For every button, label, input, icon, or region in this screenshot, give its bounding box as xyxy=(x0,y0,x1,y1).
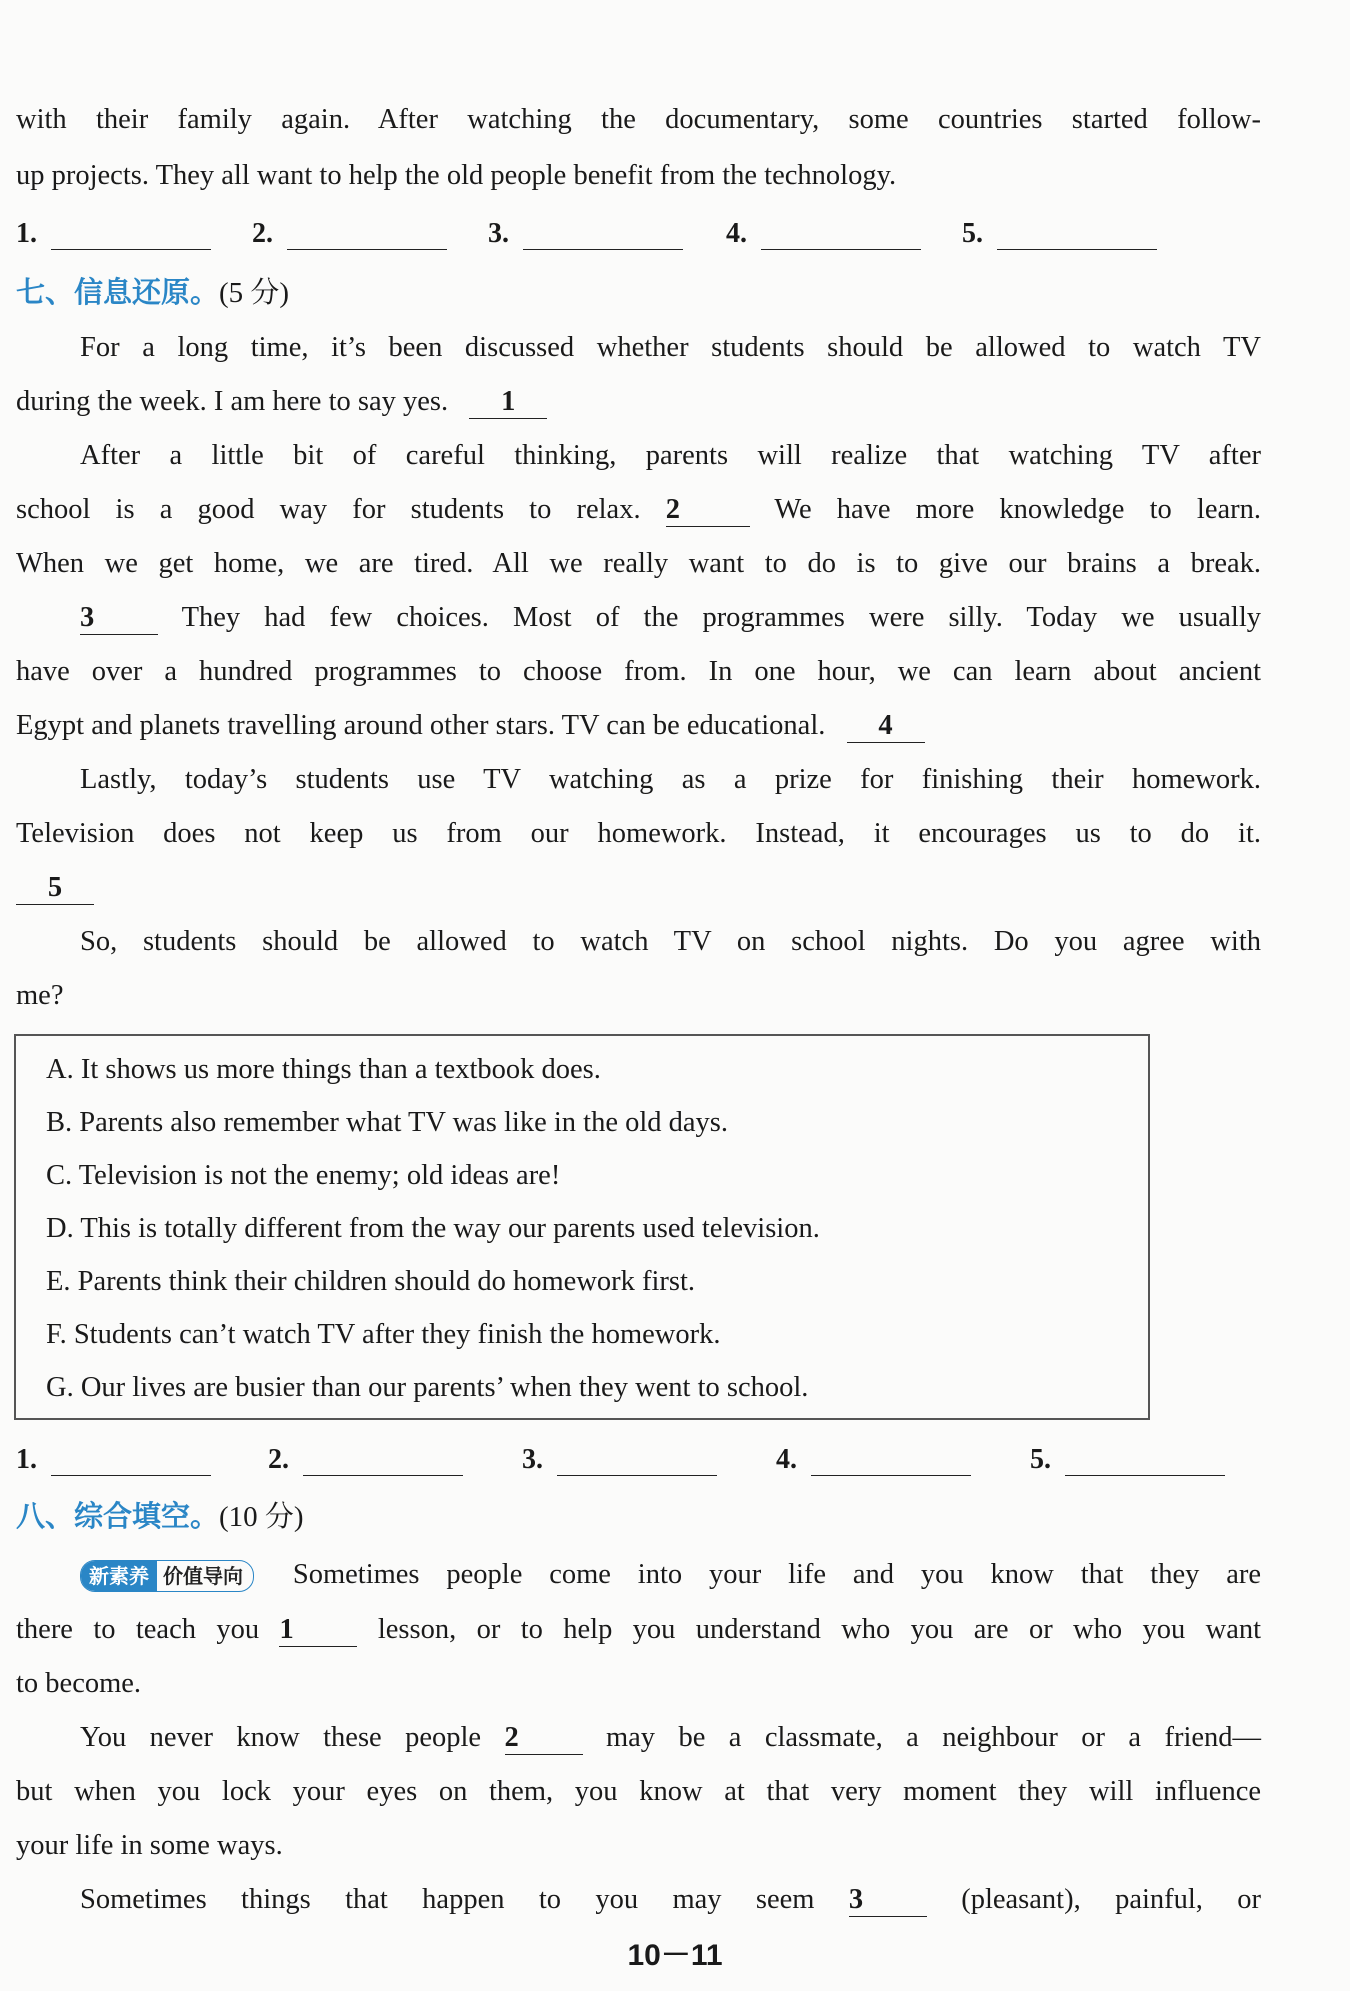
answer-slot[interactable]: 3. xyxy=(488,218,683,250)
passage-line: For a long time, it’s been discussed whether students should be allowed to watch TV xyxy=(80,332,1261,363)
passage-line: there to teach you 1 lesson, or to help you understand who you are or who you want xyxy=(16,1614,1262,1645)
gap-blank[interactable]: 1 xyxy=(279,1614,357,1647)
gap-blank[interactable]: 2 xyxy=(505,1722,583,1755)
passage-line: your life in some ways. xyxy=(16,1830,283,1861)
answer-row-previous xyxy=(16,218,1246,262)
answer-slot[interactable]: 4. xyxy=(726,218,921,250)
answer-slot[interactable]: 2. xyxy=(252,218,447,250)
passage-line: So, students should be allowed to watch TV on school nights. Do you agree with xyxy=(80,926,1261,957)
option-c: C. Television is not the enemy; old ideas are! xyxy=(46,1160,561,1191)
passage-line: during the week. I am here to say yes. 1 xyxy=(16,382,1261,422)
answer-slot[interactable]: 2. xyxy=(268,1444,463,1476)
answer-slot[interactable]: 4. xyxy=(776,1444,971,1476)
passage-line: with their family again. After watching the documentary, some countries started follow- xyxy=(16,104,1261,135)
passage-line: up projects. They all want to help the old people benefit from the technology. xyxy=(16,160,897,191)
page-number: 10－11 xyxy=(627,1939,723,1972)
answer-slot[interactable]: 5. xyxy=(1030,1444,1225,1476)
answer-slot[interactable]: 5. xyxy=(962,218,1157,250)
passage-line: Lastly, today’s students use TV watching as a prize for finishing their homework. xyxy=(80,764,1261,795)
passage-line: to become. xyxy=(16,1668,142,1699)
passage-line: have over a hundred programmes to choose from. In one hour, we can learn about ancient xyxy=(16,656,1261,687)
gap-blank[interactable]: 1 xyxy=(469,386,547,419)
passage-line: Television does not keep us from our homework. Instead, it encourages us to do it. xyxy=(16,818,1261,849)
option-f: F. Students can’t watch TV after they finish the homework. xyxy=(46,1319,721,1350)
gap-blank[interactable]: 3 xyxy=(849,1884,927,1917)
gap-blank[interactable]: 4 xyxy=(847,710,925,743)
option-a: A. It shows us more things than a textbook does. xyxy=(46,1054,601,1085)
answer-slot[interactable]: 3. xyxy=(522,1444,717,1476)
option-e: E. Parents think their children should do homework first. xyxy=(46,1266,696,1297)
answer-slot[interactable]: 1. xyxy=(16,1444,211,1476)
section-heading: 八、综合填空。(10 分) xyxy=(16,1499,304,1533)
passage-line: 新素养 价值导向 Sometimes people come into your life and you know that they are xyxy=(80,1555,1261,1595)
section-heading: 七、信息还原。(5 分) xyxy=(16,275,290,309)
gap-blank[interactable]: 3 xyxy=(80,602,158,635)
options-box xyxy=(14,1034,1150,1420)
gap-blank[interactable]: 5 xyxy=(16,872,94,905)
passage-line: Egypt and planets travelling around other stars. TV can be educational. 4 xyxy=(16,706,1261,746)
passage-line: but when you lock your eyes on them, you know at that very moment they will influence xyxy=(16,1776,1261,1807)
option-g: G. Our lives are busier than our parents’ when they went to school. xyxy=(46,1372,809,1403)
option-b: B. Parents also remember what TV was like in the old days. xyxy=(46,1107,729,1138)
passage-line: After a little bit of careful thinking, parents will realize that watching TV after xyxy=(80,440,1261,471)
gap-blank[interactable]: 2 xyxy=(666,494,750,527)
value-guide-badge: 新素养 价值导向 xyxy=(80,1560,254,1592)
passage-line: Sometimes things that happen to you may seem 3 (pleasant), painful, or xyxy=(80,1884,1262,1915)
passage-line: me? xyxy=(16,980,64,1011)
passage-line xyxy=(16,868,1261,908)
passage-line: You never know these people 2 may be a classmate, a neighbour or a friend— xyxy=(80,1722,1262,1753)
passage-line: school is a good way for students to relax. 2 We have more knowledge to learn. xyxy=(16,494,1261,525)
option-d: D. This is totally different from the way our parents used television. xyxy=(46,1213,820,1244)
answer-row-section7 xyxy=(16,1444,1246,1488)
answer-slot[interactable]: 1. xyxy=(16,218,211,250)
passage-line: 3 They had few choices. Most of the programmes were silly. Today we usually xyxy=(80,602,1261,633)
passage-line: When we get home, we are tired. All we really want to do is to give our brains a break. xyxy=(16,548,1261,579)
